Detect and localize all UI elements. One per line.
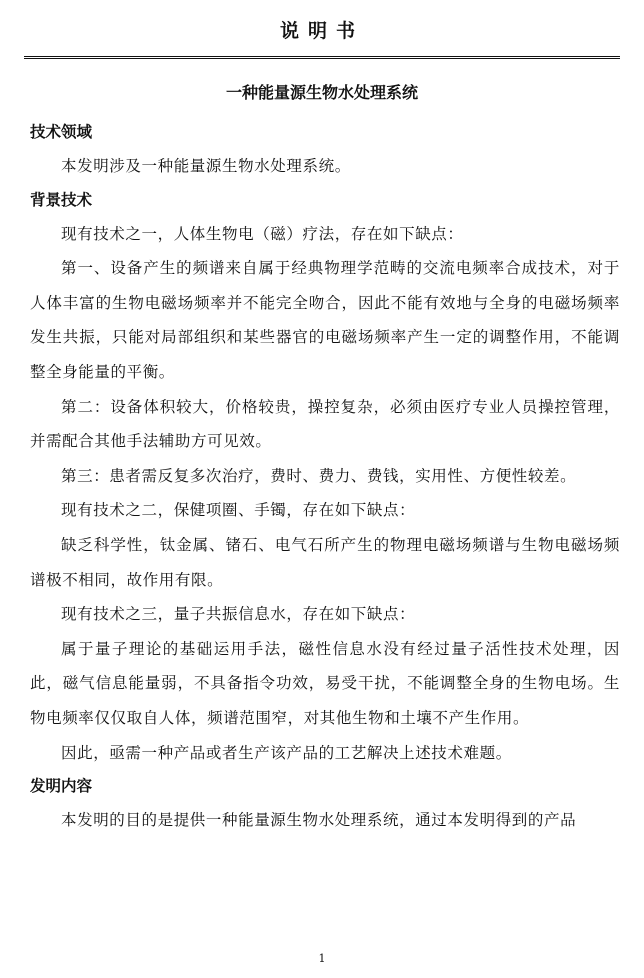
section-heading-background-art: 背景技术 [30, 190, 93, 209]
paragraph: 现有技术之二，保健项圈、手镯，存在如下缺点： [61, 501, 416, 520]
section-heading-technical-field: 技术领域 [30, 123, 93, 141]
paragraph: 现有技术之一，人体生物电（磁）疗法，存在如下缺点： [61, 224, 464, 243]
paragraph: 第三：患者需反复多次治疗，费时、费力、费钱，实用性、方便性较差。 [61, 466, 577, 485]
paragraph: 第二：设备体积较大，价格较贵，操控复杂，必须由医疗专业人员操控管理，并需配合其他手法辅助方可见效。 [30, 397, 620, 451]
section-heading-summary: 发明内容 [30, 777, 93, 796]
paragraph: 缺乏科学性，钛金属、锗石、电气石所产生的物理电磁场频谱与生物电磁场频谱极不相同，故作用有限。 [30, 535, 620, 589]
paragraph: 本发明涉及一种能量源生物水处理系统。 [61, 157, 351, 175]
document-header [24, 12, 620, 59]
document-body [30, 116, 620, 838]
paragraph: 属于量子理论的基础运用手法，磁性信息水没有经过量子活性技术处理，因此，磁气信息能量弱，不具备指令功效，易受干扰，不能调整全身的生物电场。生物电频率仅仅取自人体，频谱范围窄，对其他生物和土壤不产生作用。 [30, 639, 620, 727]
invention-title: 一种能量源生物水处理系统 [225, 83, 418, 102]
paragraph: 现有技术之三，量子共振信息水，存在如下缺点： [61, 605, 416, 624]
paragraph: 本发明的目的是提供一种能量源生物水处理系统，通过本发明得到的产品 [61, 811, 577, 830]
page-number: 1 [318, 952, 326, 965]
document-type-title: 说明书 [279, 20, 364, 42]
paragraph: 第一、设备产生的频谱来自属于经典物理学范畴的交流电频率合成技术，对于人体丰富的生物电磁场频率并不能完全吻合，因此不能有效地与全身的电磁场频率发生共振，只能对局部组织和某些器官的电磁场频率产生一定的调整作用，不能调整全身能量的平衡。 [30, 259, 620, 381]
paragraph: 因此，亟需一种产品或者生产该产品的工艺解决上述技术难题。 [61, 743, 512, 762]
